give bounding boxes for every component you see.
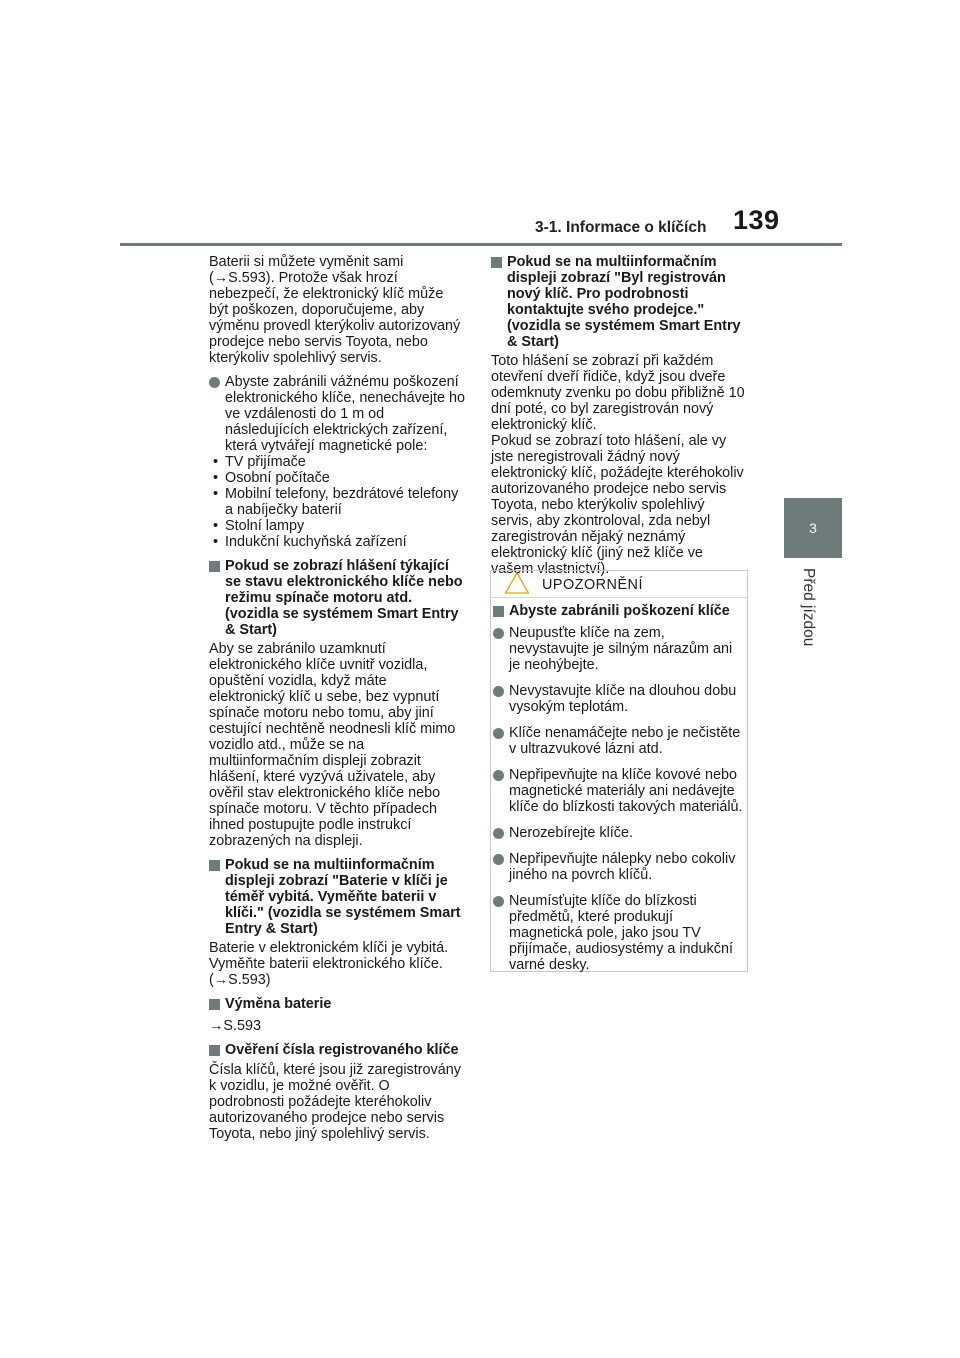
list-item: • Stolní lampy: [209, 518, 465, 534]
warning-item: [493, 767, 743, 815]
bullet-dot-icon: [493, 728, 504, 739]
section-text: Aby se zabránilo uzamknutí elektronického klíče uvnitř vozidla, opuštění vozidla, když máte elektronický klíč u sebe, bez vypnutí spínače motoru nebo tomu, aby jiní cestující nechtěně neodnesli klíč mimo vozidlo atd., může se na multiinformačním displeji zobrazit hlášení, které vyzývá uživatele, aby ověřil stav elektronického klíče nebo spínače motoru. V těchto případech ihned postupujte podle instrukcí zobrazených na displeji.: [209, 641, 456, 849]
warning-item-text: Nepřipevňujte nálepky nebo cokoliv jiného na povrch klíčů.: [509, 851, 736, 883]
heading-text: Výměna baterie: [225, 996, 332, 1012]
section-text: Toto hlášení se zobrazí při každém otevření dveří řidiče, když jsou dveře odemknuty zvenku po dobu přibližně 10 dní poté, co byl zaregistrován nový elektronický klíč.: [491, 353, 745, 433]
list-item: • Osobní počítače: [209, 470, 465, 486]
right-column: [491, 254, 747, 585]
warning-item-text: Nevystavujte klíče na dlouhou dobu vysokým teplotám.: [509, 683, 737, 715]
bullet-dot-icon: [493, 896, 504, 907]
square-bullet-icon: [209, 561, 220, 572]
heading-text: Pokud se zobrazí hlášení týkající se stavu elektronického klíče nebo režimu spínače motoru atd. (vozidla se systémem Smart Entry & Start): [225, 558, 463, 638]
bullet-dot-icon: [493, 828, 504, 839]
warning-header: [491, 571, 747, 597]
warning-heading: [493, 603, 743, 619]
section-title: 3-1. Informace o klíčích: [535, 219, 707, 236]
warning-item-text: Nerozebírejte klíče.: [509, 825, 633, 841]
bullet-item: [209, 374, 465, 454]
heading-text: Abyste zabránili poškození klíče: [509, 603, 730, 619]
warning-triangle-icon: [504, 571, 530, 595]
square-bullet-icon: [491, 257, 502, 268]
left-column: [209, 254, 465, 1150]
bullet-dot-icon: [493, 770, 504, 781]
section-text: Pokud se zobrazí toto hlášení, ale vy jste neregistrovali žádný nový elektronický klíč, požádejte kteréhokoliv autorizovaného prodejce nebo servis Toyota, nebo kterýkoliv spolehlivý servis, aby zkontroloval, zda nebyl zaregistrován nějaký neznámý elektronický klíč (jiný než klíče ve vašem vlastnictví).: [491, 433, 744, 577]
warning-item: [493, 825, 743, 841]
heading-text: Pokud se na multiinformačním displeji zobrazí "Baterie v klíči je téměř vybitá. Vyměňte baterii v klíči." (vozidla se systémem Smart Entry & Start): [225, 857, 461, 937]
square-bullet-icon: [209, 860, 220, 871]
section-heading: [491, 254, 747, 350]
bullet-dot-icon: [493, 628, 504, 639]
section-heading: [209, 996, 465, 1012]
device-list: [209, 454, 465, 550]
heading-text: Pokud se na multiinformačním displeji zobrazí "Byl registrován nový klíč. Pro podrobnosti kontaktujte svého prodejce." (vozidla se systémem Smart Entry & Start): [507, 254, 741, 350]
warning-item: [493, 625, 743, 673]
square-bullet-icon: [209, 1045, 220, 1056]
warning-title: UPOZORNĚNÍ: [542, 577, 643, 593]
chapter-label: Před jízdou: [800, 568, 817, 647]
list-item: • TV přijímače: [209, 454, 465, 470]
list-item: • Indukční kuchyňská zařízení: [209, 534, 465, 550]
warning-item: [493, 683, 743, 715]
bullet-dot-icon: [493, 854, 504, 865]
section-text: Čísla klíčů, které jsou již zaregistrovány k vozidlu, je možné ověřit. O podrobnosti požádejte kteréhokoliv autorizovaného prodejce nebo servis Toyota, nebo jiný spolehlivý servis.: [209, 1062, 461, 1142]
warning-item: [493, 851, 743, 883]
bullet-dot-icon: [209, 377, 220, 388]
square-bullet-icon: [493, 606, 504, 617]
bullet-dot-icon: [493, 686, 504, 697]
bullet-text: Abyste zabránili vážnému poškození elektronického klíče, nenechávejte ho ve vzdálenosti do 1 m od následujících elektrických zařízení, která vytvářejí magnetické pole:: [225, 374, 465, 454]
section-text: →S.593: [209, 1018, 261, 1034]
warning-item-text: Klíče nenamáčejte nebo je nečistěte v ultrazvukové lázni atd.: [509, 725, 741, 757]
warning-content: [493, 603, 743, 983]
warning-item: [493, 725, 743, 757]
chapter-tab: 3: [784, 498, 842, 558]
page-number: 139: [733, 205, 780, 235]
section-heading: [209, 857, 465, 937]
warning-item-text: Nepřipevňujte na klíče kovové nebo magnetické materiály ani nedávejte klíče do blízkosti takových materiálů.: [509, 767, 743, 815]
intro-text: Baterii si můžete vyměnit sami (→S.593). Protože však hrozí nebezpečí, že elektronický klíč může být poškozen, doporučujeme, aby výměnu provedl kterýkoliv autorizovaný prodejce nebo servis Toyota, nebo kterýkoliv spolehlivý servis.: [209, 254, 461, 366]
header-rule: [120, 243, 842, 246]
warning-item: [493, 893, 743, 973]
section-heading: [209, 1042, 465, 1058]
warning-item-text: Neumísťujte klíče do blízkosti předmětů, které produkují magnetická pole, jako jsou TV přijímače, audiosystémy a indukční varné desky.: [509, 893, 733, 973]
section-text: Baterie v elektronickém klíči je vybitá. Vyměňte baterii elektronického klíče. (→S.593): [209, 940, 449, 988]
section-heading: [209, 558, 465, 638]
list-item: • Mobilní telefony, bezdrátové telefony a nabíječky baterií: [209, 486, 465, 518]
warning-item-text: Neupusťte klíče na zem, nevystavujte je silným nárazům ani je neohýbejte.: [509, 625, 733, 673]
warning-divider: [491, 597, 747, 598]
square-bullet-icon: [209, 999, 220, 1010]
heading-text: Ověření čísla registrovaného klíče: [225, 1042, 459, 1058]
warning-box: [490, 570, 748, 972]
